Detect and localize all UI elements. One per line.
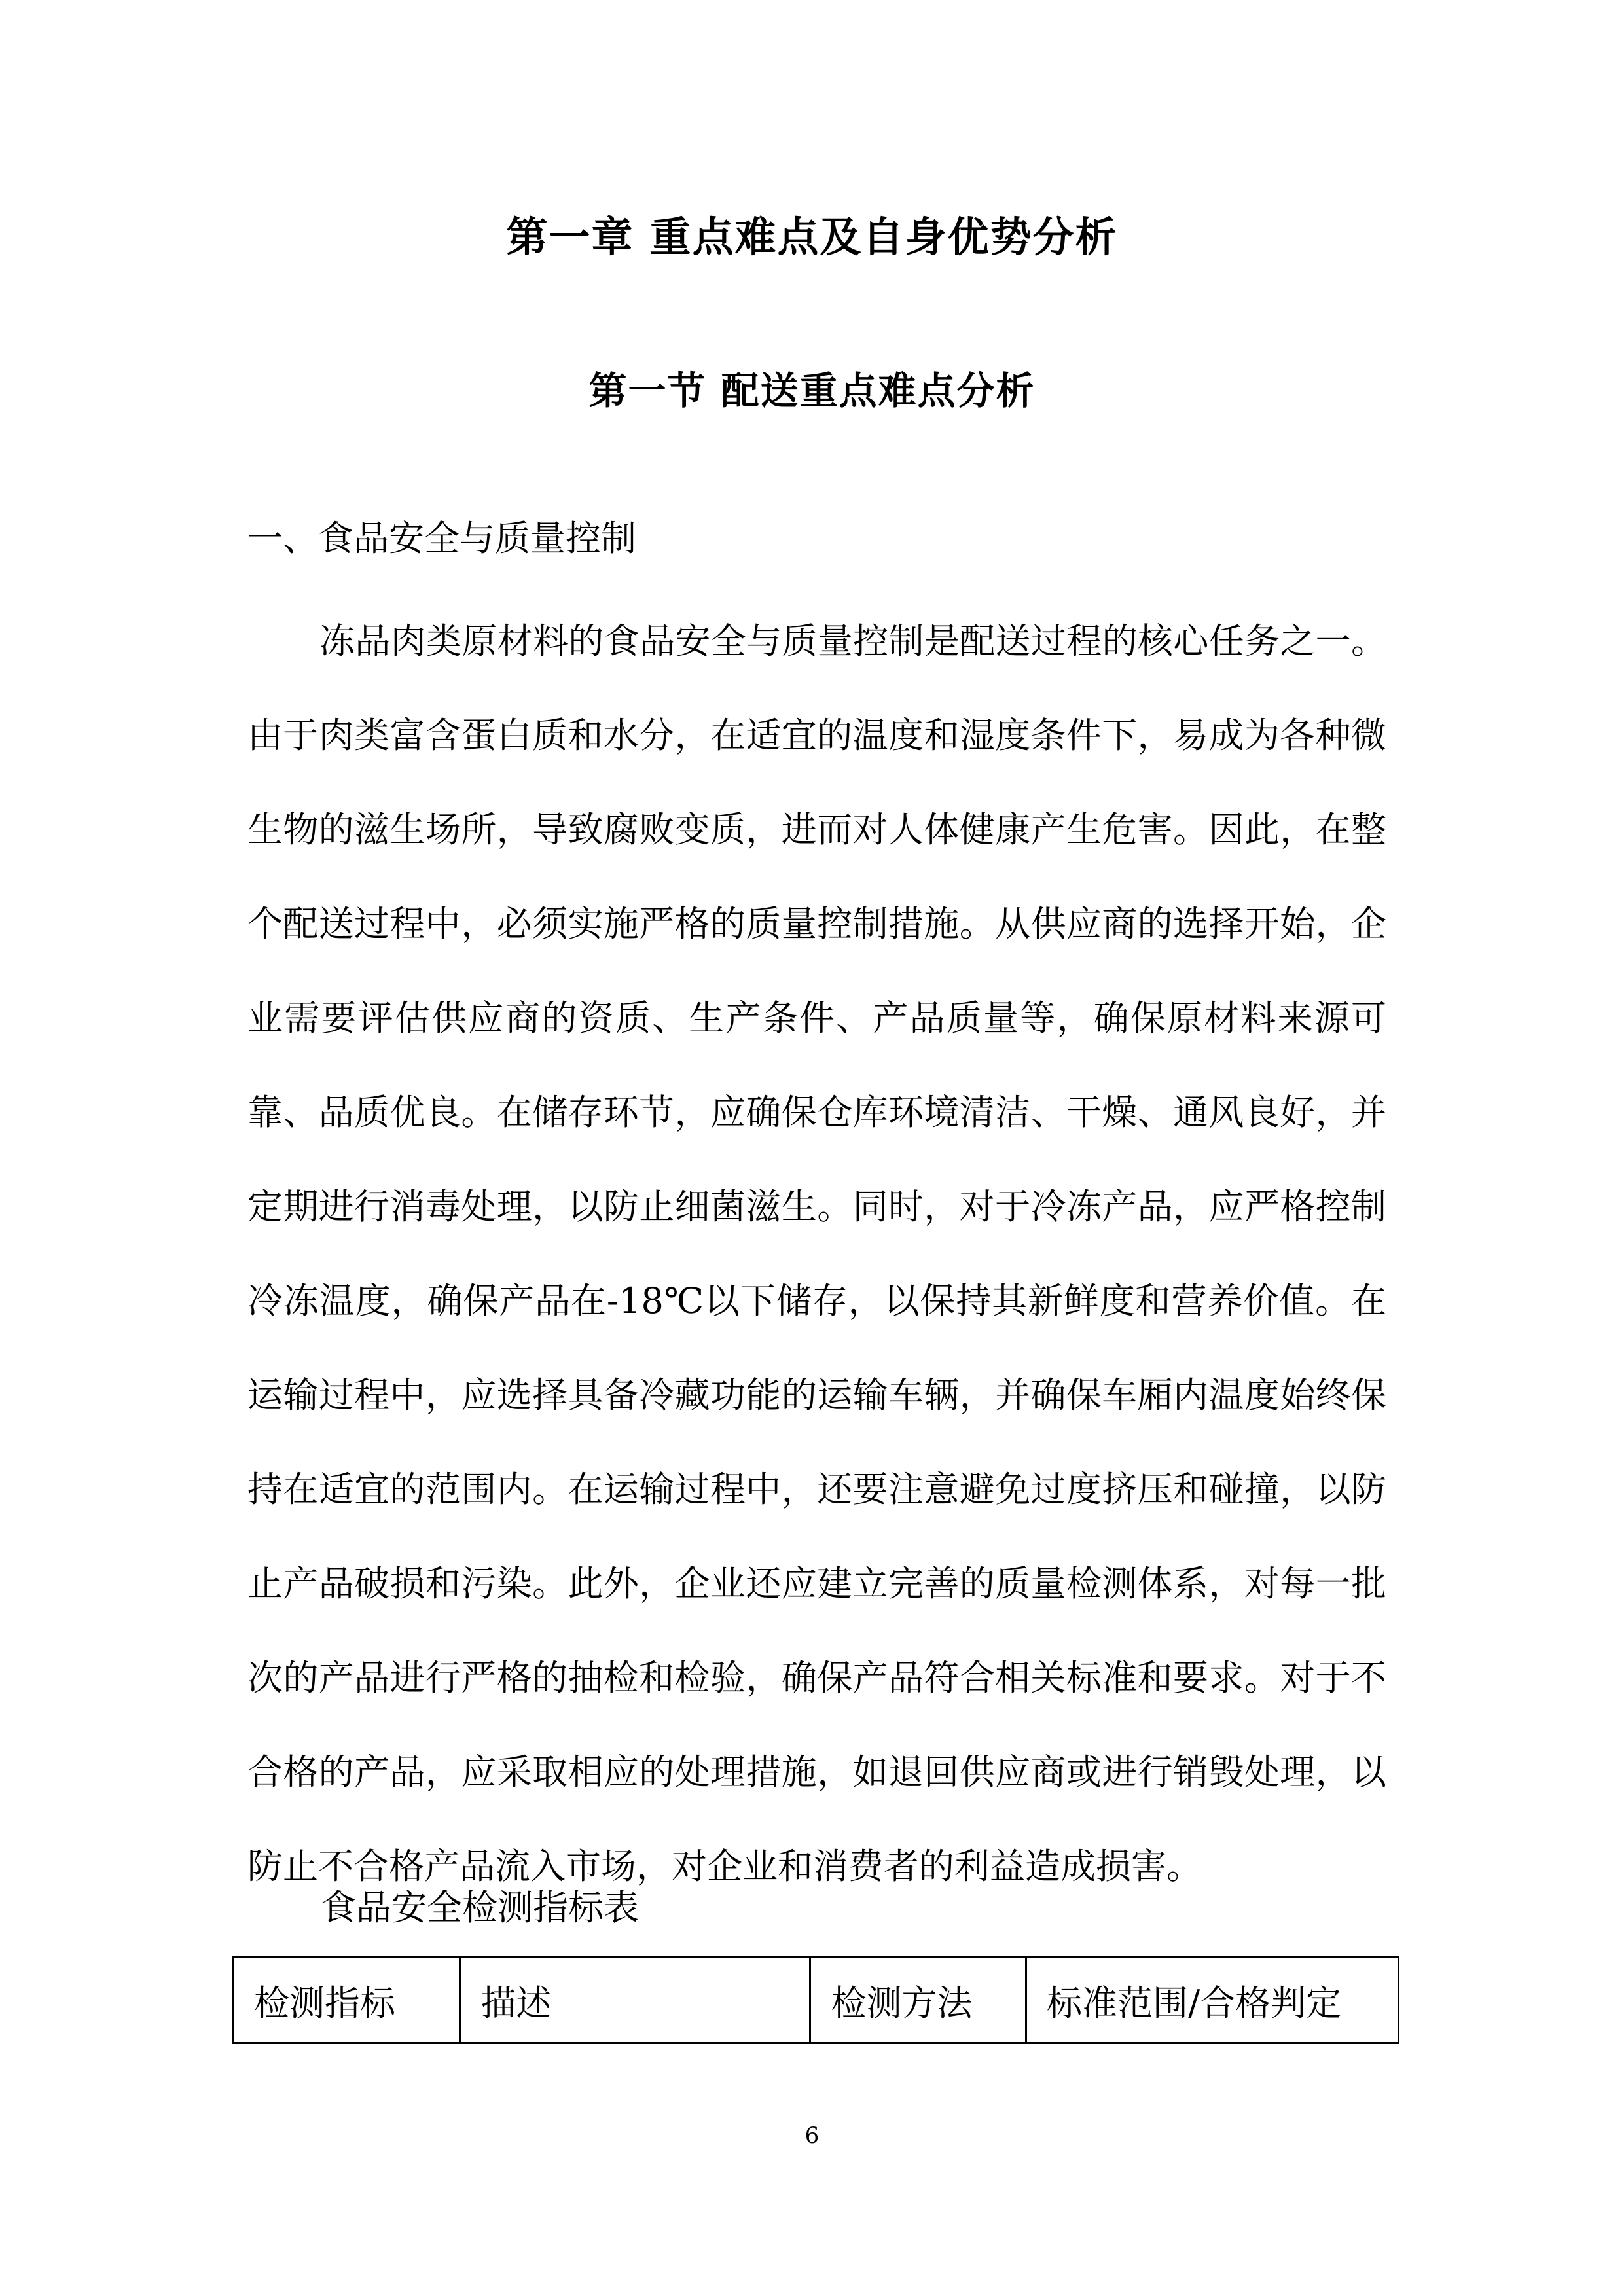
subheading: 一、食品安全与质量控制 — [247, 518, 636, 559]
chapter-title: 第一章 重点难点及自身优势分析 — [506, 213, 1118, 261]
inspection-indicators-table — [232, 1956, 1399, 2044]
table-caption: 食品安全检测指标表 — [321, 1887, 639, 1928]
header-cell-description: 描述 — [460, 1958, 810, 2043]
header-cell-standard: 标准范围/合格判定 — [1026, 1958, 1398, 2043]
page-number: 6 — [804, 2123, 820, 2149]
section-title: 第一节 配送重点难点分析 — [588, 368, 1036, 413]
body-paragraph: 冻品肉类原材料的食品安全与质量控制是配送过程的核心任务之一。由于肉类富含蛋白质和水分，在适宜的温度和湿度条件下，易成为各种微生物的滋生场所，导致腐败变质，进而对人体健康产生危害。因此，在整个配送过程中，必须实施严格的质量控制措施。从供应商的选择开始，企业需要评估供应商的资质、生产条件、产品质量等，确保原材料来源可靠、品质优良。在储存环节，应确保仓库环境清洁、干燥、通风良好，并定期进行消毒处理，以防止细菌滋生。同时，对于冷冻产品，应严格控制冷冻温度，确保产品在-18℃以下储存，以保持其新鲜度和营养价值。在运输过程中，应选择具备冷藏功能的运输车辆，并确保车厢内温度始终保持在适宜的范围内。在运输过程中，还要注意避免过度挤压和碰撞，以防止产品破损和污染。此外，企业还应建立完善的质量检测体系，对每一批次的产品进行严格的抽检和检验，确保产品符合相关标准和要求。对于不合格的产品，应采取相应的处理措施，如退回供应商或进行销毁处理，以防止不合格产品流入市场，对企业和消费者的利益造成损害。 — [247, 620, 1386, 1887]
header-cell-method: 检测方法 — [810, 1958, 1026, 2043]
table-header-row — [234, 1958, 1399, 2043]
header-cell-indicator: 检测指标 — [234, 1958, 460, 2043]
